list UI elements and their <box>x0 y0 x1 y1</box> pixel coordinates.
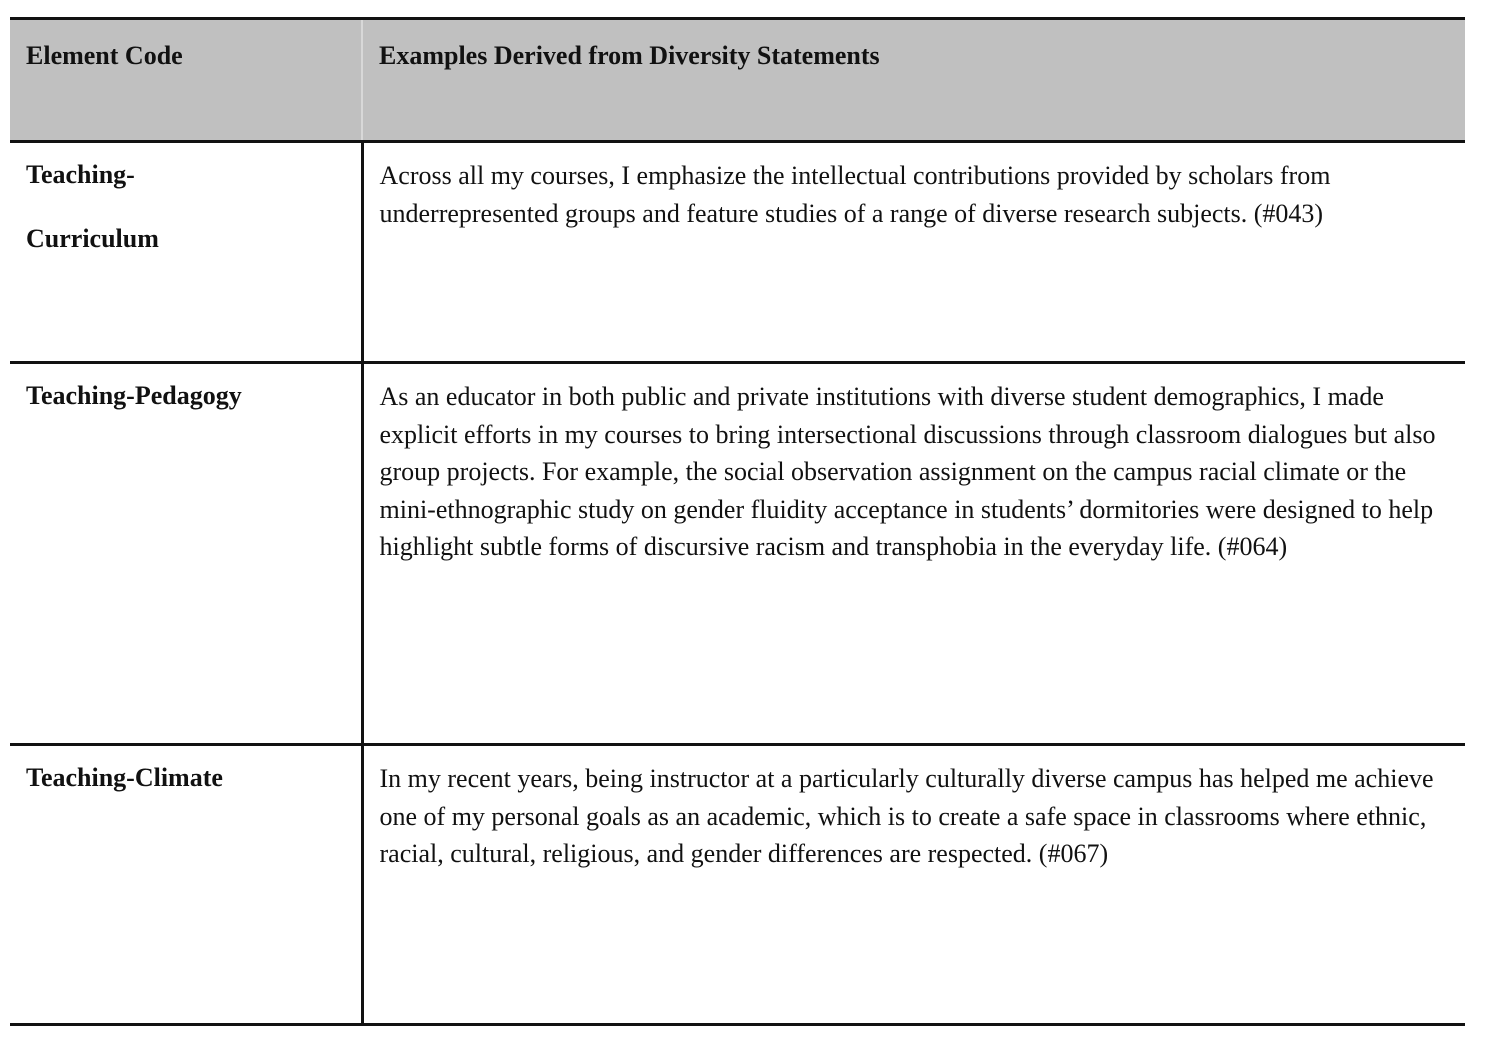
table-row <box>10 363 1465 745</box>
element-code-cell <box>10 142 362 363</box>
element-code-line: Curriculum <box>26 224 159 253</box>
column-header-element-code: Element Code <box>10 19 362 142</box>
header-row <box>10 19 1465 142</box>
table-header <box>10 19 1465 142</box>
table-body <box>10 142 1465 1025</box>
element-code-cell <box>10 745 362 1025</box>
element-code-line: Teaching-Pedagogy <box>26 381 242 410</box>
element-code-line: Teaching-Climate <box>26 763 223 792</box>
column-header-examples: Examples Derived from Diversity Statements <box>362 19 1465 142</box>
element-code-line: Teaching- <box>26 160 135 189</box>
table-row <box>10 142 1465 363</box>
example-cell: In my recent years, being instructor at a particularly culturally diverse campus has helped me achieve one of my personal goals as an academic, which is to create a safe space in classrooms where ethnic, racial, cultural, religious, and gender differences are respected. (#067) <box>362 745 1465 1025</box>
diversity-statements-table <box>10 17 1465 1026</box>
example-cell: Across all my courses, I emphasize the intellectual contributions provided by scholars from underrepresented groups and feature studies of a range of diverse research subjects. (#043) <box>362 142 1465 363</box>
element-code-cell <box>10 363 362 745</box>
example-cell: As an educator in both public and private institutions with diverse student demographics, I made explicit efforts in my courses to bring intersectional discussions through classroom dialogues but also group projects. For example, the social observation assignment on the campus racial climate or the mini-ethnographic study on gender fluidity acceptance in students’ dormitories were designed to help highlight subtle forms of discursive racism and transphobia in the everyday life. (#064) <box>362 363 1465 745</box>
table-row <box>10 745 1465 1025</box>
